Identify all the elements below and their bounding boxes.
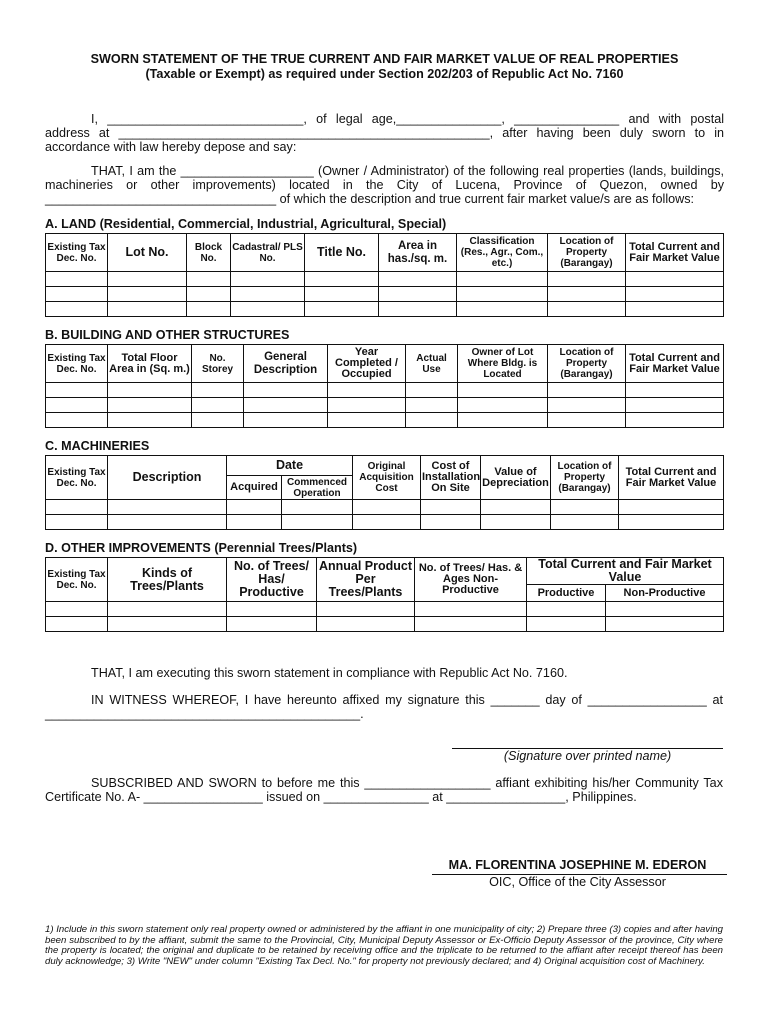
witness-paragraph: IN WITNESS WHEREOF, I have hereunto affixed my signature this _______ day of _________________ at _____________________________________________. [45,693,723,721]
land-col-classification: Classification (Res., Agr., Com., etc.) [457,234,548,272]
building-col-year-completed: Year Completed / Occupied [328,345,406,383]
machine-col-acquisition-cost: Original Acquisition Cost [353,456,421,500]
building-entry-row[interactable] [46,383,724,398]
land-table [45,233,724,317]
title-line-2: (Taxable or Exempt) as required under Section 202/203 of Republic Act No. 7160 [145,67,624,81]
machine-col-existing-tax-dec: Existing Tax Dec. No. [46,456,108,500]
land-section-heading: A. LAND (Residential, Commercial, Industrial, Agricultural, Special) [45,217,447,231]
land-col-lot-no: Lot No. [108,234,187,272]
land-entry-row[interactable] [46,302,724,317]
improve-col-value-productive: Productive [527,585,606,602]
machine-col-acquired: Acquired [227,476,282,500]
improve-col-kinds: Kinds of Trees/Plants [108,558,227,602]
machine-col-installation-cost: Cost of Installation On Site [421,456,481,500]
land-entry-row[interactable] [46,287,724,302]
compliance-paragraph: THAT, I am executing this sworn statement in compliance with Republic Act No. 7160. [91,666,568,680]
ownership-paragraph: THAT, I am the ___________________ (Owner / Administrator) of the following real properties (lands, buildings, machineries or other improvements) located in the City of Lucena, Province of Quezon, owned by _________________________________ of which the description and true current fair market value/s are as follows: [45,164,724,206]
land-col-title-no: Title No. [305,234,379,272]
building-entry-row[interactable] [46,398,724,413]
improve-col-total-value: Total Current and Fair Market Value [527,558,724,585]
building-section-heading: B. BUILDING AND OTHER STRUCTURES [45,328,290,342]
improvements-section-heading: D. OTHER IMPROVEMENTS (Perennial Trees/Plants) [45,541,358,555]
building-col-lot-owner: Owner of Lot Where Bldg. is Located [458,345,548,383]
official-name: MA. FLORENTINA JOSEPHINE M. EDERON [448,858,707,872]
building-table [45,344,724,428]
affiant-paragraph: I, ____________________________, of legal age,_______________, _______________ and with postal address at _____________________________________________________, after having been duly sworn to in accordance with law hereby depose and say: [45,112,724,154]
title-line-1: SWORN STATEMENT OF THE TRUE CURRENT AND FAIR MARKET VALUE OF REAL PROPERTIES [90,52,679,66]
improvements-table [45,557,724,632]
building-col-actual-use: Actual Use [406,345,458,383]
land-col-area: Area in has./sq. m. [379,234,457,272]
building-entry-row[interactable] [46,413,724,428]
building-col-storey: No. Storey [192,345,244,383]
building-col-floor-area: Total Floor Area in (Sq. m.) [108,345,192,383]
improve-col-existing-tax-dec: Existing Tax Dec. No. [46,558,108,602]
building-col-existing-tax-dec: Existing Tax Dec. No. [46,345,108,383]
machine-entry-row[interactable] [46,500,724,515]
land-col-total-value: Total Current and Fair Market Value [626,234,724,272]
document-title [45,52,724,82]
improve-entry-row[interactable] [46,617,724,632]
land-col-existing-tax-dec: Existing Tax Dec. No. [46,234,108,272]
official-title: OIC, Office of the City Assessor [489,875,666,889]
improve-entry-row[interactable] [46,602,724,617]
machine-col-description: Description [108,456,227,500]
land-col-cadastral: Cadastral/ PLS No. [231,234,305,272]
building-col-location: Location of Property (Barangay) [548,345,626,383]
improve-col-value-non-productive: Non-Productive [606,585,724,602]
building-col-description: General Description [244,345,328,383]
machineries-section-heading: C. MACHINERIES [45,439,150,453]
building-col-total-value: Total Current and Fair Market Value [626,345,724,383]
improve-col-non-productive: No. of Trees/ Has. & Ages Non-Productive [415,558,527,602]
land-col-block-no: Block No. [187,234,231,272]
machine-entry-row[interactable] [46,515,724,530]
land-entry-row[interactable] [46,272,724,287]
machine-col-commenced: Commenced Operation [282,476,353,500]
land-col-location: Location of Property (Barangay) [548,234,626,272]
machine-col-depreciation: Value of Depreciation [481,456,551,500]
machine-col-date: Date [227,456,353,476]
improve-col-productive-trees: No. of Trees/ Has/ Productive [227,558,317,602]
signature-caption: (Signature over printed name) [503,749,672,763]
machine-col-location: Location of Property (Barangay) [551,456,619,500]
improve-col-annual-product: Annual Product Per Trees/Plants [317,558,415,602]
machine-col-total-value: Total Current and Fair Market Value [619,456,724,500]
machineries-table [45,455,724,530]
subscribed-paragraph: SUBSCRIBED AND SWORN to before me this __________________ affiant exhibiting his/her Community Tax Certificate No. A- _________________ issued on _______________ at _________________, Philippines. [45,776,723,804]
footnote: 1) Include in this sworn statement only real property owned or administered by the affiant in one municipality of city; 2) Prepare three (3) copies and after having been subscribed to by the affiant, submit the same to the Provincial, City, Municipal Deputy Assessor or Ex-Officio Deputy Assessor of the province, City where the property is located; the original and duplicate to be retained by receiving office and the triplicate to be returned to the affiant after receipt thereof has been duly acknowledge; 3) Write "NEW" under column "Existing Tax Decl. No." for property not previously declared; and 4) Original acquisition cost of Machinery. [45,924,723,967]
